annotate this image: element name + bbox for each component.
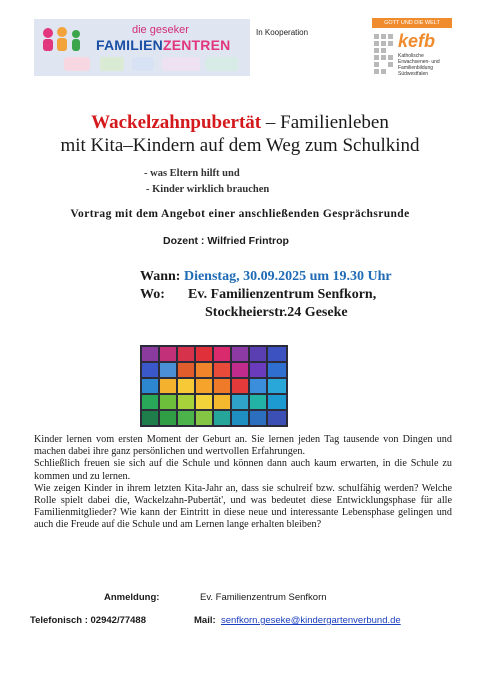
partner-logo-2 xyxy=(100,57,124,71)
anmeldung-value: Ev. Familienzentrum Senfkorn xyxy=(200,592,327,603)
logo-line2: FAMILIENZENTREN xyxy=(96,37,231,53)
wann-value: Dienstag, 30.09.2025 um 19.30 Uhr xyxy=(183,269,392,284)
title-rest: – Familienleben xyxy=(261,112,389,133)
logo-line1: die geseker xyxy=(132,24,189,36)
wann-line xyxy=(140,269,392,285)
wann-label: Wann: xyxy=(140,269,181,284)
colored-blocks-image xyxy=(140,345,288,427)
family-icon xyxy=(38,25,90,51)
partner-logo-5 xyxy=(206,57,238,71)
bullet-2: - Kinder wirklich brauchen xyxy=(146,184,270,195)
partner-logo-1 xyxy=(64,57,90,71)
kefb-logo xyxy=(332,18,452,82)
title-highlight: Wackelzahnpubertät xyxy=(91,112,262,133)
paragraph-3: Wie zeigen Kinder in ihrem letzten Kita-Jahr an, dass sie schulreif bzw. schulfähig werden? Welche Rolle spielt dabei die, Wackelzahn-Pubertät', und was bedeutet diese Entwicklungsphase für alle Familienmitglieder? Wie kann der Eintritt in diese neue und interessante Lebensphase gelingen und auch die Freude auf die Schule und am Lernen lange erhalten bleiben? xyxy=(34,482,452,531)
description-text xyxy=(34,434,452,532)
dozent-line: Dozent : Wilfried Frintrop xyxy=(163,235,289,247)
title-line2: mit Kita–Kindern auf dem Weg zum Schulkind xyxy=(60,135,420,156)
kefb-wordmark: kefb xyxy=(398,31,436,51)
mail-label: Mail: xyxy=(194,615,216,626)
telefon-line: Telefonisch : 02942/77488 xyxy=(30,615,146,626)
kooperation-label: In Kooperation xyxy=(256,28,309,37)
kefb-bar: GOTT UND DIE WELT xyxy=(372,18,452,28)
title-line1 xyxy=(0,112,480,134)
familienzentren-logo xyxy=(34,19,250,76)
kefb-subtitle: Katholische Erwachsenen- und Familienbildung Südwestfalen xyxy=(398,53,440,77)
email-link[interactable]: senfkorn.geseke@kindergartenverbund.de xyxy=(221,615,401,626)
bullet-1: - was Eltern hilft und xyxy=(144,168,240,179)
vortrag-line: Vortrag mit dem Angebot einer anschließenden Gesprächsrunde xyxy=(70,208,410,220)
wo-label: Wo: xyxy=(140,287,165,302)
partner-logo-4 xyxy=(162,57,200,71)
paragraph-1: Kinder lernen vom ersten Moment der Geburt an. Sie lernen jeden Tag tausende von Dingen und machen dabei ihre ganz persönlichen und wertvollen Erfahrungen. xyxy=(34,434,452,458)
kefb-dots-icon xyxy=(372,32,396,76)
wo-line2: Stockheierstr.24 Geseke xyxy=(205,305,348,320)
paragraph-2: Schließlich freuen sie sich auf die Schule und können dann auch kaum erwarten, in die Schule zu kommen und zu lernen. xyxy=(34,458,452,482)
wo-line1: Ev. Familienzentrum Senfkorn, xyxy=(188,287,377,302)
anmeldung-label: Anmeldung: xyxy=(104,592,160,603)
partner-logo-3 xyxy=(132,57,154,71)
